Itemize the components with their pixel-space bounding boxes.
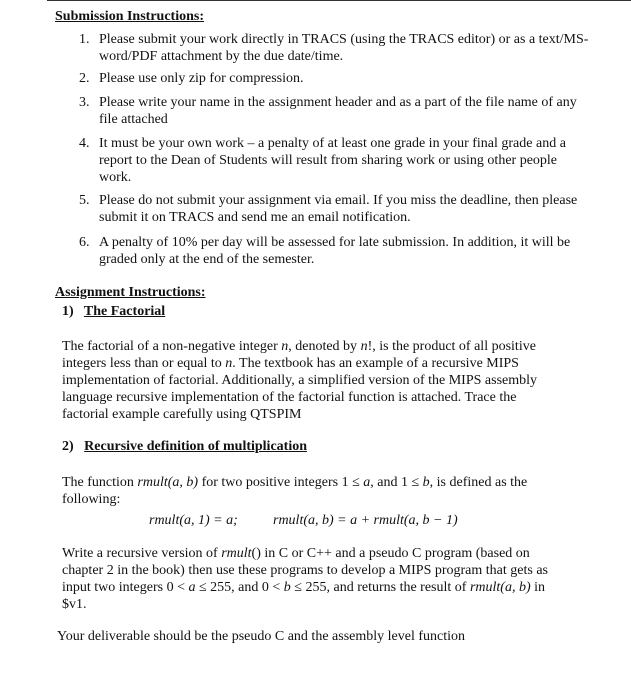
formula-base-case: rmult(a, 1) = a; (149, 513, 238, 528)
math-var: b (422, 475, 430, 490)
list-item: It must be your own work – a penalty of at least one grade in your final grade and a report to the Dean of Students will result from sharing work or using other people work. (99, 136, 566, 185)
math-args: (a, b) (167, 475, 199, 490)
list-item: Please do not submit your assignment via email. If you miss the deadline, then please submit it on TRACS and send me an email notification. (99, 193, 578, 225)
deliverable-note: Your deliverable should be the pseudo C and the assembly level function (57, 629, 465, 644)
submission-heading: Submission Instructions: (55, 9, 204, 24)
text-run: , and 1 ≤ (370, 475, 423, 490)
list-item-number: 3. (79, 95, 90, 110)
math-var: n (281, 339, 289, 354)
text-run: ≤ 255, and returns the result of (290, 580, 470, 595)
text-run: . The textbook has an example of a recursive MIPS implementation of factorial. Additionally, a simplified version of the MIPS assembly language recursive implementation of the factorial function is attached. Trace the factorial example carefully using QTSPIM (62, 356, 538, 422)
math-func: rmult (137, 475, 168, 490)
text-run: Write a recursive version of (62, 546, 222, 561)
text-run: !, is the product of all positive integers less than or equal to (62, 339, 536, 371)
task-paragraph (62, 545, 562, 613)
text-run: ≤ 255, and 0 < (195, 580, 284, 595)
text-run: for two positive integers 1 ≤ (198, 475, 364, 490)
text-run: in $v1. (62, 580, 546, 612)
text-run: The factorial of a non-negative integer (62, 339, 282, 354)
text-run: The function (62, 475, 138, 490)
section2-heading (62, 438, 307, 455)
top-border (47, 0, 631, 1)
math-func: rmult (221, 546, 252, 561)
math-var: n (360, 339, 368, 354)
list-item-number: 1. (79, 32, 90, 47)
list-item: Please write your name in the assignment header and as a part of the file name of any file attached (99, 95, 577, 127)
section2-number: 2) (62, 439, 74, 454)
math-var: n (225, 356, 233, 371)
section2-title: Recursive definition of multiplication (84, 439, 307, 454)
text-run: () in C or C++ and a pseudo C program (based on chapter 2 in the book) then use these programs to develop a MIPS program that gets as input two integers 0 < (62, 546, 548, 595)
list-item: Please use only zip for compression. (99, 71, 304, 86)
list-item-number: 6. (79, 235, 90, 250)
assignment-heading: Assignment Instructions: (55, 285, 206, 300)
list-item-number: 4. (79, 136, 90, 151)
rmult-definition (62, 474, 562, 508)
formula-recursive-case: rmult(a, b) = a + rmult(a, b − 1) (273, 513, 458, 528)
text-run: , denoted by (288, 339, 361, 354)
list-item-number: 2. (79, 71, 90, 86)
section1-heading (62, 303, 165, 320)
math-func: rmult(a, b) (469, 580, 531, 595)
list-item: A penalty of 10% per day will be assessed for late submission. In addition, it will be graded only at the end of the semester. (99, 235, 571, 267)
factorial-paragraph (62, 338, 562, 423)
section1-title: The Factorial (83, 304, 166, 319)
list-item-number: 5. (79, 193, 90, 208)
section1-number: 1) (62, 304, 74, 319)
list-item: Please submit your work directly in TRACS (using the TRACS editor) or as a text/MS-word/PDF attachment by the due date/time. (99, 32, 589, 64)
math-var: b (283, 580, 291, 595)
math-var: a (363, 475, 371, 490)
text-run: , is defined as the following: (62, 475, 528, 507)
math-var: a (188, 580, 196, 595)
